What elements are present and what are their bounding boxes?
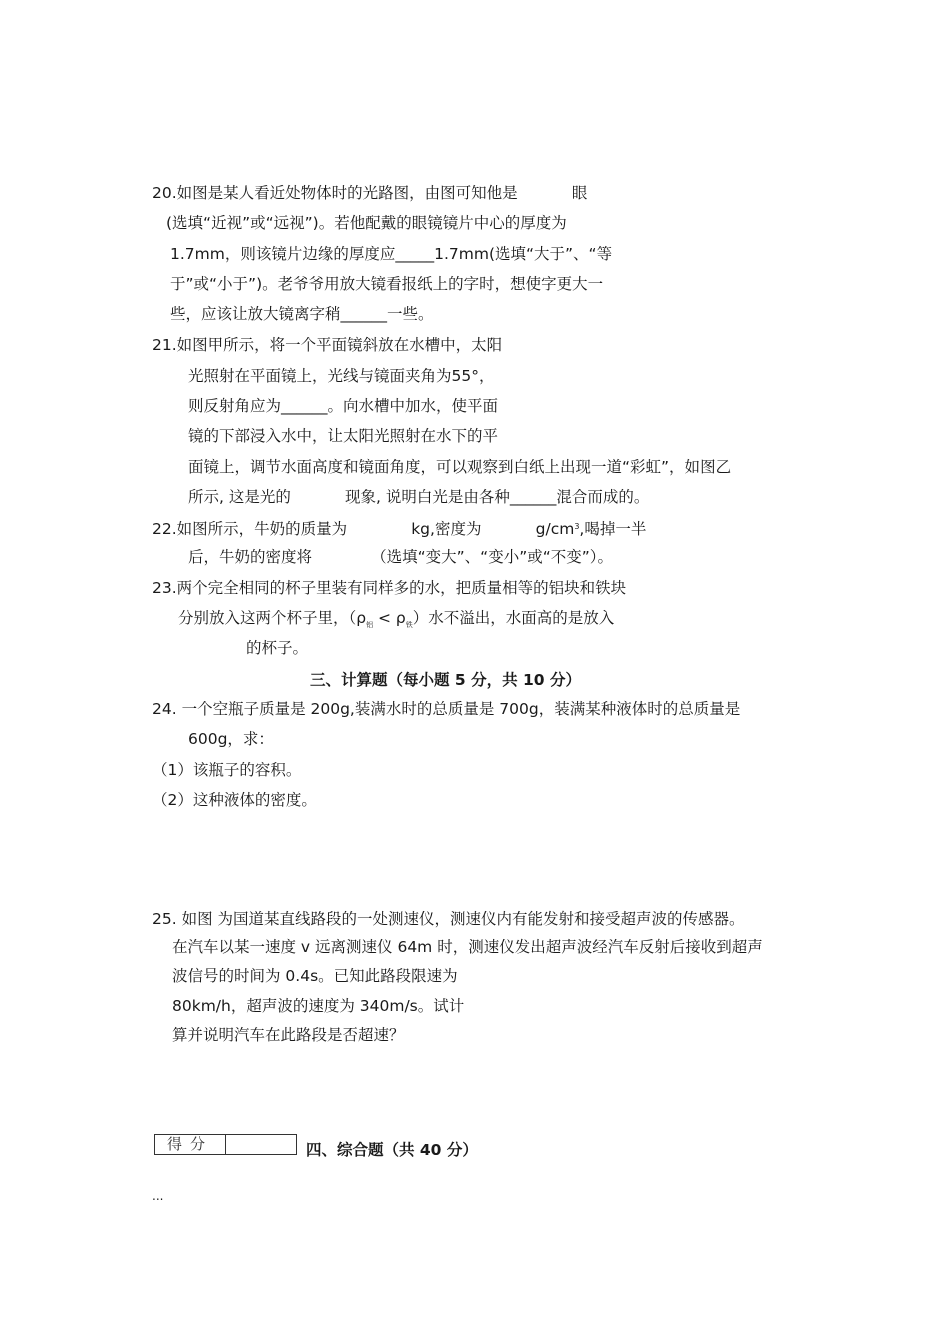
q23-line-1: 23.两个完全相同的杯子里装有同样多的水，把质量相等的铝块和铁块 [152,579,627,597]
q23-line-2-mid: < ρ [373,609,406,627]
q25-line-3: 波信号的时间为 0.4s。已知此路段限速为 [172,967,458,985]
q22-line-1-a: 22.如图所示，牛奶的质量为 kg,密度为 g/cm [152,520,575,538]
q23-line-2 [178,608,614,635]
q24-line-2: 600g，求： [188,730,274,748]
q24-line-3: （1）该瓶子的容积。 [152,761,302,779]
q22-line-1 [152,517,646,539]
q25-line-1: 25. 如图 为国道某直线路段的一处测速仪，测速仪内有能发射和接受超声波的传感器。 [152,910,745,928]
section-4-heading: 四、综合题（共 40 分） [306,1141,478,1159]
q24-line-4: （2）这种液体的密度。 [152,791,317,809]
q20-line-1: 20.如图是某人看近处物体时的光路图，由图可知他是 眼 [152,184,588,202]
section-3-heading: 三、计算题（每小题 5 分，共 10 分） [310,671,581,689]
q22-cubic-superscript: 3 [574,522,580,531]
q22-line-1-b: ,喝掉一半 [579,520,647,538]
q20-line-2: (选填“近视”或“远视”)。若他配戴的眼镜镜片中心的厚度为 [166,214,567,232]
q20-line-3: 1.7mm，则该镜片边缘的厚度应_____1.7mm(选填“大于”、“等 [170,245,613,263]
q21-line-2: 光照射在平面镜上，光线与镜面夹角为55°， [188,367,495,385]
q20-line-4: 于”或“小于”)。老爷爷用放大镜看报纸上的字时，想使字更大一 [170,275,604,293]
q21-line-1: 21.如图甲所示，将一个平面镜斜放在水槽中，太阳 [152,336,503,354]
q25-line-4: 80km/h，超声波的速度为 340m/s。试计 [172,997,465,1015]
q25-line-5: 算并说明汽车在此路段是否超速？ [172,1026,405,1044]
score-label: 得分 [155,1135,226,1154]
q23-sub-aluminum: 铝 [366,621,374,629]
q21-line-4: 镜的下部浸入水中，让太阳光照射在水下的平 [188,427,499,445]
q20-line-5: 些，应该让放大镜离字稍______一些。 [170,305,434,323]
q22-line-2: 后，牛奶的密度将 （选填“变大”、“变小”或“不变”）。 [188,548,614,566]
q21-line-3: 则反射角应为______。向水槽中加水，使平面 [188,397,499,415]
q21-line-5: 面镜上，调节水面高度和镜面角度，可以观察到白纸上出现一道“彩虹”，如图乙 [188,458,732,476]
q21-line-6: 所示, 这是光的 现象, 说明白光是由各种______混合而成的。 [188,488,650,506]
continuation-ellipsis: ... [152,1189,164,1203]
score-box [154,1134,297,1155]
q25-line-2: 在汽车以某一速度 v 远离测速仪 64m 时，测速仪发出超声波经汽车反射后接收到超声 [172,938,763,956]
q23-line-2-a: 分别放入这两个杯子里，（ρ [178,609,367,627]
q23-line-3: 的杯子。 [246,639,309,657]
q23-sub-iron: 铁 [405,621,413,629]
score-value-cell [226,1135,296,1154]
q23-line-2-b: ）水不溢出，水面高的是放入 [412,609,615,627]
q24-line-1: 24. 一个空瓶子质量是 200g,装满水时的总质量是 700g，装满某种液体时的总质量是 [152,700,741,718]
